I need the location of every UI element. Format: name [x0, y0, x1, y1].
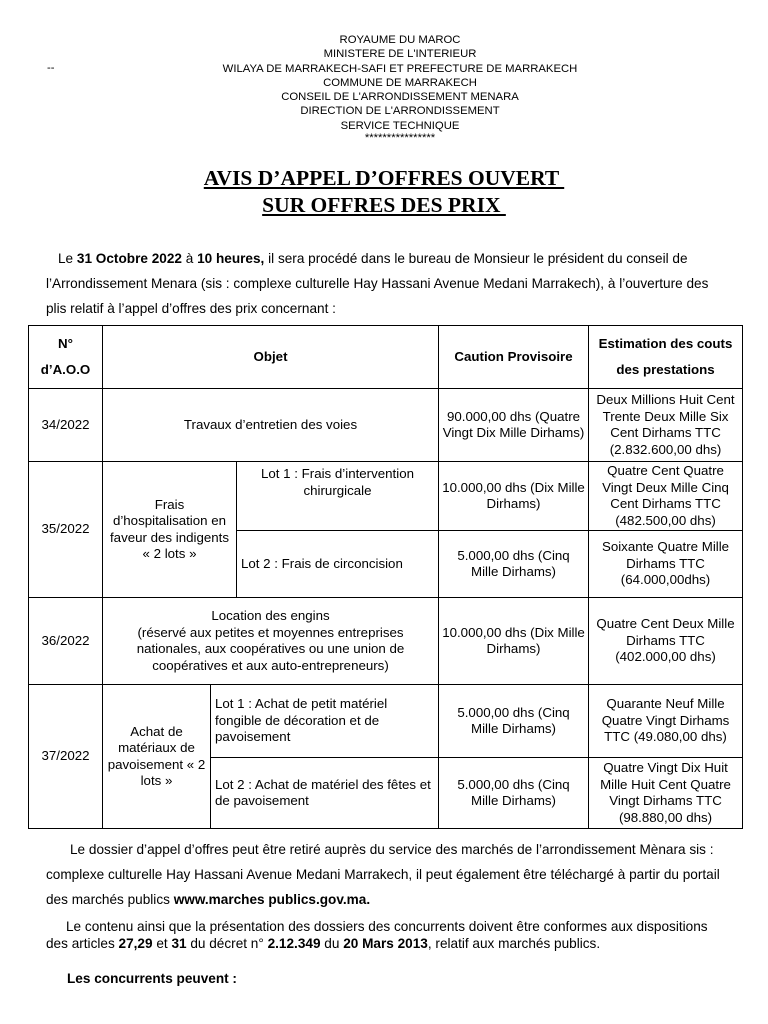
aoo-objet: Achat de matériaux de pavoisement « 2 lots » [103, 685, 211, 829]
objet-detail: (réservé aux petites et moyennes entreprises nationales, aux coopératives ou une union de coopératives et aux auto-entrepreneurs) [136, 624, 405, 673]
aoo-number: 35/2022 [29, 462, 103, 598]
aoo-number: 34/2022 [29, 389, 103, 462]
header-line: WILAYA DE MARRAKECH-SAFI ET PREFECTURE DE MARRAKECH [222, 62, 578, 75]
intro-paragraph: Le 31 Octobre 2022 à 10 heures, il sera procédé dans le bureau de Monsieur le président du conseil de l’Arrondissement Menara (sis : complexe culturelle Hay Hassani Avenue Medani Marrakech), à l’ouverture des plis relatif à l’appel d’offres des prix concernant : [46, 251, 709, 316]
aoo-number: 37/2022 [29, 685, 103, 829]
table-row [29, 389, 743, 462]
lot-label: Lot 1 : Frais d’intervention chirurgicale [237, 462, 439, 531]
table-row [29, 685, 743, 758]
administrative-header [140, 33, 660, 143]
header-line: COMMUNE DE MARRAKECH [323, 76, 477, 89]
header-line: DIRECTION DE L'ARRONDISSEMENT [300, 105, 500, 118]
opening-time: 10 heures, [197, 251, 265, 266]
lot-estimation: Quatre Vingt Dix Huit Mille Huit Cent Quatre Vingt Dirhams TTC (98.880,00 dhs) [589, 758, 743, 829]
contenu-paragraph: Le contenu ainsi que la présentation des dossiers des concurrents doivent être conformes aux dispositions des articles 27,29 et 31 du décret n° 2.12.349 du 20 Mars 2013, relatif aux marchés publics. [46, 919, 708, 951]
aoo-objet: Frais d’hospitalisation en faveur des indigents « 2 lots » [103, 462, 237, 598]
lot-label: Lot 1 : Achat de petit matériel fongible de décoration et de pavoisement [211, 685, 439, 758]
header-line: ROYAUME DU MAROC [339, 34, 461, 46]
lot-caution: 5.000,00 dhs (Cinq Mille Dirhams) [439, 685, 589, 758]
header-caution: Caution Provisoire [439, 326, 589, 389]
lot-caution: 5.000,00 dhs (Cinq Mille Dirhams) [439, 758, 589, 829]
margin-dash: -- [47, 62, 55, 74]
lot-label: Lot 2 : Frais de circoncision [237, 531, 439, 598]
lot-caution: 10.000,00 dhs (Dix Mille Dirhams) [439, 462, 589, 531]
page-title-line-1: AVIS D’APPEL D’OFFRES OUVERT [203, 166, 565, 190]
table-row [29, 462, 743, 531]
lot-caution: 5.000,00 dhs (Cinq Mille Dirhams) [439, 531, 589, 598]
aoo-number: 36/2022 [29, 598, 103, 685]
aoo-caution: 90.000,00 dhs (Quatre Vingt Dix Mille Dirhams) [439, 389, 589, 462]
lot-estimation: Soixante Quatre Mille Dirhams TTC (64.000,00dhs) [589, 531, 743, 598]
header-estimation: Estimation des couts des prestations [589, 326, 743, 389]
objet-main: Location des engins [211, 608, 330, 623]
aoo-estimation: Deux Millions Huit Cent Trente Deux Mille Six Cent Dirhams TTC (2.832.600,00 dhs) [589, 389, 743, 462]
header-num: N° d’A.O.O [29, 326, 103, 389]
table-header-row [29, 326, 743, 389]
header-line: SERVICE TECHNIQUE [340, 119, 460, 132]
header-stars: **************** [364, 132, 436, 145]
header-line: MINISTERE DE L'INTERIEUR [323, 48, 477, 61]
concurrents-heading: Les concurrents peuvent : [67, 971, 237, 986]
aoo-estimation: Quatre Cent Deux Mille Dirhams TTC (402.000,00 dhs) [589, 598, 743, 685]
lot-estimation: Quarante Neuf Mille Quatre Vingt Dirhams TTC (49.080,00 dhs) [589, 685, 743, 758]
page-title-line-2: SUR OFFRES DES PRIX [262, 193, 506, 217]
portal-url: www.marches publics.gov.ma. [173, 892, 371, 907]
aoo-caution: 10.000,00 dhs (Dix Mille Dirhams) [439, 598, 589, 685]
dossier-paragraph: Le dossier d’appel d’offres peut être retiré auprès du service des marchés de l’arrondissement Mènara sis : complexe culturelle Hay Hassani Avenue Medani Marrakech, il peut également être téléchargé à partir du portail des marchés publics www.marches publics.gov.ma. [46, 842, 720, 907]
aoo-objet [103, 598, 439, 685]
aoo-objet: Travaux d’entretien des voies [103, 389, 439, 462]
tender-table [28, 325, 743, 829]
table-row [29, 598, 743, 685]
header-line: CONSEIL DE L'ARRONDISSEMENT MENARA [281, 91, 519, 104]
lot-label: Lot 2 : Achat de matériel des fêtes et de pavoisement [211, 758, 439, 829]
opening-date: 31 Octobre 2022 [76, 251, 182, 266]
header-objet: Objet [103, 326, 439, 389]
lot-estimation: Quatre Cent Quatre Vingt Deux Mille Cinq Cent Dirhams TTC (482.500,00 dhs) [589, 462, 743, 531]
